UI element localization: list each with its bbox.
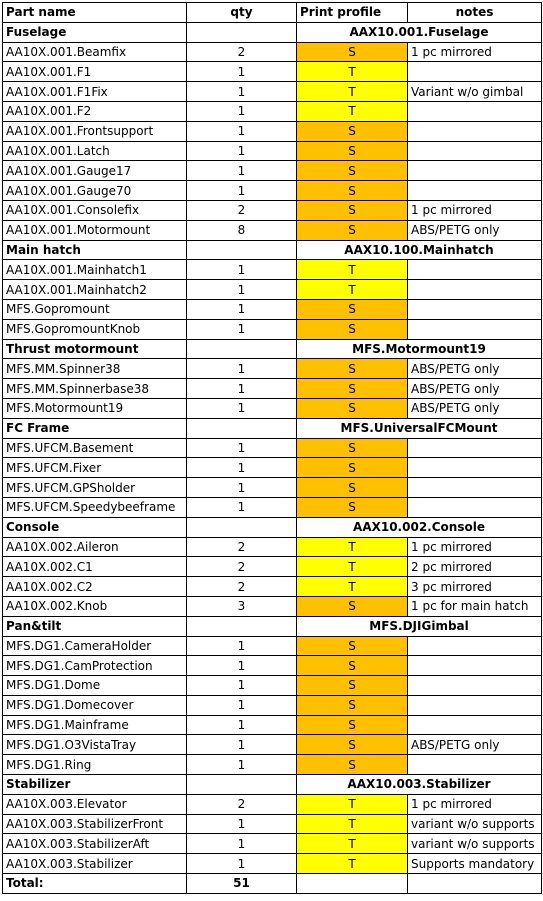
print-profile-cell: S: [297, 438, 408, 458]
group-profile-name: AAX10.003.Stabilizer: [297, 775, 542, 795]
print-profile-cell: T: [297, 577, 408, 597]
qty-cell: 1: [187, 379, 297, 399]
print-profile-cell: S: [297, 200, 408, 220]
notes-cell: [408, 478, 542, 498]
table-row: [3, 42, 542, 62]
table-row: [3, 161, 542, 181]
part-name-cell: AA10X.001.Frontsupport: [3, 121, 187, 141]
total-row: [3, 874, 542, 894]
part-name-cell: AA10X.002.Knob: [3, 596, 187, 616]
header-qty: qty: [187, 3, 297, 23]
notes-cell: [408, 299, 542, 319]
notes-cell: 1 pc mirrored: [408, 42, 542, 62]
notes-cell: [408, 636, 542, 656]
part-name-cell: MFS.UFCM.Basement: [3, 438, 187, 458]
table-row: [3, 181, 542, 201]
table-row: [3, 438, 542, 458]
part-name-cell: AA10X.003.Stabilizer: [3, 854, 187, 874]
print-profile-cell: T: [297, 280, 408, 300]
group-header-row: [3, 775, 542, 795]
part-name-cell: MFS.DG1.Ring: [3, 755, 187, 775]
part-name-cell: AA10X.002.Aileron: [3, 537, 187, 557]
part-name-cell: AA10X.001.Mainhatch2: [3, 280, 187, 300]
table-row: [3, 280, 542, 300]
print-profile-cell: T: [297, 537, 408, 557]
parts-table: [2, 2, 542, 894]
print-profile-cell: S: [297, 141, 408, 161]
group-profile-name: MFS.UniversalFCMount: [297, 418, 542, 438]
print-profile-cell: S: [297, 656, 408, 676]
table-row: [3, 636, 542, 656]
table-row: [3, 62, 542, 82]
table-row: [3, 299, 542, 319]
qty-cell: 1: [187, 854, 297, 874]
qty-cell: 1: [187, 636, 297, 656]
group-qty-empty: [187, 775, 297, 795]
group-name: Thrust motormount: [3, 339, 187, 359]
table-row: [3, 141, 542, 161]
part-name-cell: AA10X.001.Gauge17: [3, 161, 187, 181]
notes-cell: ABS/PETG only: [408, 398, 542, 418]
part-name-cell: MFS.DG1.Dome: [3, 676, 187, 696]
table-row: [3, 220, 542, 240]
group-name: Pan&tilt: [3, 616, 187, 636]
qty-cell: 8: [187, 220, 297, 240]
part-name-cell: MFS.Motormount19: [3, 398, 187, 418]
table-row: [3, 260, 542, 280]
notes-cell: [408, 676, 542, 696]
part-name-cell: MFS.MM.Spinner38: [3, 359, 187, 379]
qty-cell: 1: [187, 814, 297, 834]
group-profile-name: AAX10.002.Console: [297, 517, 542, 537]
table-row: [3, 537, 542, 557]
print-profile-cell: T: [297, 62, 408, 82]
print-profile-cell: S: [297, 161, 408, 181]
table-row: [3, 596, 542, 616]
qty-cell: 2: [187, 557, 297, 577]
table-body: [3, 22, 542, 893]
table-row: [3, 695, 542, 715]
table-row: [3, 676, 542, 696]
qty-cell: 1: [187, 359, 297, 379]
part-name-cell: AA10X.003.Elevator: [3, 794, 187, 814]
notes-cell: [408, 280, 542, 300]
qty-cell: 3: [187, 596, 297, 616]
group-qty-empty: [187, 616, 297, 636]
table-row: [3, 854, 542, 874]
print-profile-cell: T: [297, 101, 408, 121]
part-name-cell: AA10X.001.Motormount: [3, 220, 187, 240]
notes-cell: Supports mandatory: [408, 854, 542, 874]
total-qty: 51: [187, 874, 297, 894]
group-name: FC Frame: [3, 418, 187, 438]
part-name-cell: AA10X.001.Latch: [3, 141, 187, 161]
notes-cell: [408, 715, 542, 735]
qty-cell: 1: [187, 735, 297, 755]
group-header-row: [3, 22, 542, 42]
table-row: [3, 398, 542, 418]
group-profile-name: AAX10.001.Fuselage: [297, 22, 542, 42]
print-profile-cell: T: [297, 854, 408, 874]
group-qty-empty: [187, 240, 297, 260]
table-row: [3, 656, 542, 676]
group-name: Console: [3, 517, 187, 537]
print-profile-cell: S: [297, 42, 408, 62]
part-name-cell: AA10X.003.StabilizerAft: [3, 834, 187, 854]
notes-cell: Variant w/o gimbal: [408, 82, 542, 102]
group-qty-empty: [187, 339, 297, 359]
table-row: [3, 794, 542, 814]
notes-cell: [408, 755, 542, 775]
qty-cell: 2: [187, 577, 297, 597]
print-profile-cell: S: [297, 636, 408, 656]
table-row: [3, 755, 542, 775]
qty-cell: 1: [187, 497, 297, 517]
header-notes: notes: [408, 3, 542, 23]
part-name-cell: MFS.UFCM.GPSholder: [3, 478, 187, 498]
part-name-cell: MFS.UFCM.Speedybeeframe: [3, 497, 187, 517]
print-profile-cell: T: [297, 557, 408, 577]
qty-cell: 1: [187, 676, 297, 696]
print-profile-cell: T: [297, 82, 408, 102]
print-profile-cell: S: [297, 497, 408, 517]
qty-cell: 1: [187, 121, 297, 141]
part-name-cell: MFS.DG1.CameraHolder: [3, 636, 187, 656]
notes-cell: [408, 656, 542, 676]
table-row: [3, 200, 542, 220]
notes-cell: [408, 161, 542, 181]
qty-cell: 1: [187, 755, 297, 775]
print-profile-cell: S: [297, 676, 408, 696]
table-row: [3, 121, 542, 141]
notes-cell: [408, 62, 542, 82]
notes-cell: 3 pc mirrored: [408, 577, 542, 597]
notes-cell: [408, 181, 542, 201]
total-profile-empty: [297, 874, 408, 894]
part-name-cell: AA10X.001.Consolefix: [3, 200, 187, 220]
notes-cell: variant w/o supports: [408, 814, 542, 834]
header-part-name: Part name: [3, 3, 187, 23]
part-name-cell: MFS.DG1.Mainframe: [3, 715, 187, 735]
group-name: Stabilizer: [3, 775, 187, 795]
table-row: [3, 101, 542, 121]
table-row: [3, 458, 542, 478]
group-name: Fuselage: [3, 22, 187, 42]
print-profile-cell: S: [297, 596, 408, 616]
qty-cell: 1: [187, 82, 297, 102]
qty-cell: 1: [187, 280, 297, 300]
group-profile-name: AAX10.100.Mainhatch: [297, 240, 542, 260]
qty-cell: 1: [187, 319, 297, 339]
qty-cell: 2: [187, 200, 297, 220]
part-name-cell: AA10X.003.StabilizerFront: [3, 814, 187, 834]
qty-cell: 1: [187, 62, 297, 82]
print-profile-cell: S: [297, 735, 408, 755]
notes-cell: [408, 121, 542, 141]
print-profile-cell: S: [297, 121, 408, 141]
total-label: Total:: [3, 874, 187, 894]
qty-cell: 1: [187, 715, 297, 735]
notes-cell: 1 pc mirrored: [408, 794, 542, 814]
print-profile-cell: S: [297, 398, 408, 418]
group-header-row: [3, 616, 542, 636]
qty-cell: 2: [187, 42, 297, 62]
print-profile-cell: T: [297, 794, 408, 814]
qty-cell: 2: [187, 794, 297, 814]
notes-cell: [408, 260, 542, 280]
qty-cell: 1: [187, 260, 297, 280]
qty-cell: 1: [187, 181, 297, 201]
part-name-cell: MFS.DG1.CamProtection: [3, 656, 187, 676]
total-notes-empty: [408, 874, 542, 894]
qty-cell: 1: [187, 161, 297, 181]
qty-cell: 1: [187, 438, 297, 458]
table-row: [3, 478, 542, 498]
print-profile-cell: T: [297, 260, 408, 280]
notes-cell: 1 pc mirrored: [408, 200, 542, 220]
qty-cell: 1: [187, 101, 297, 121]
table-row: [3, 834, 542, 854]
notes-cell: ABS/PETG only: [408, 220, 542, 240]
part-name-cell: AA10X.002.C2: [3, 577, 187, 597]
qty-cell: 1: [187, 834, 297, 854]
header-row: [3, 3, 542, 23]
notes-cell: [408, 458, 542, 478]
part-name-cell: AA10X.001.Gauge70: [3, 181, 187, 201]
print-profile-cell: S: [297, 299, 408, 319]
group-name: Main hatch: [3, 240, 187, 260]
print-profile-cell: S: [297, 695, 408, 715]
part-name-cell: MFS.DG1.O3VistaTray: [3, 735, 187, 755]
notes-cell: 2 pc mirrored: [408, 557, 542, 577]
qty-cell: 1: [187, 458, 297, 478]
notes-cell: [408, 319, 542, 339]
table-row: [3, 557, 542, 577]
part-name-cell: AA10X.002.C1: [3, 557, 187, 577]
table-row: [3, 577, 542, 597]
notes-cell: [408, 438, 542, 458]
print-profile-cell: S: [297, 319, 408, 339]
table-row: [3, 359, 542, 379]
group-qty-empty: [187, 418, 297, 438]
qty-cell: 1: [187, 478, 297, 498]
part-name-cell: AA10X.001.F1: [3, 62, 187, 82]
print-profile-cell: T: [297, 814, 408, 834]
part-name-cell: MFS.DG1.Domecover: [3, 695, 187, 715]
print-profile-cell: S: [297, 478, 408, 498]
notes-cell: ABS/PETG only: [408, 735, 542, 755]
notes-cell: 1 pc mirrored: [408, 537, 542, 557]
group-header-row: [3, 339, 542, 359]
notes-cell: variant w/o supports: [408, 834, 542, 854]
notes-cell: [408, 695, 542, 715]
group-header-row: [3, 240, 542, 260]
group-header-row: [3, 517, 542, 537]
notes-cell: 1 pc for main hatch: [408, 596, 542, 616]
print-profile-cell: S: [297, 220, 408, 240]
part-name-cell: MFS.GopromountKnob: [3, 319, 187, 339]
group-header-row: [3, 418, 542, 438]
table-row: [3, 814, 542, 834]
print-profile-cell: S: [297, 755, 408, 775]
part-name-cell: AA10X.001.Mainhatch1: [3, 260, 187, 280]
qty-cell: 1: [187, 299, 297, 319]
notes-cell: [408, 101, 542, 121]
group-profile-name: MFS.DJIGimbal: [297, 616, 542, 636]
table-row: [3, 715, 542, 735]
print-profile-cell: S: [297, 458, 408, 478]
print-profile-cell: S: [297, 181, 408, 201]
part-name-cell: AA10X.001.F1Fix: [3, 82, 187, 102]
part-name-cell: MFS.MM.Spinnerbase38: [3, 379, 187, 399]
group-profile-name: MFS.Motormount19: [297, 339, 542, 359]
table-row: [3, 319, 542, 339]
group-qty-empty: [187, 22, 297, 42]
notes-cell: [408, 497, 542, 517]
qty-cell: 1: [187, 398, 297, 418]
part-name-cell: MFS.UFCM.Fixer: [3, 458, 187, 478]
qty-cell: 2: [187, 537, 297, 557]
group-qty-empty: [187, 517, 297, 537]
qty-cell: 1: [187, 656, 297, 676]
table-row: [3, 82, 542, 102]
qty-cell: 1: [187, 695, 297, 715]
part-name-cell: AA10X.001.Beamfix: [3, 42, 187, 62]
table-row: [3, 497, 542, 517]
print-profile-cell: S: [297, 379, 408, 399]
part-name-cell: AA10X.001.F2: [3, 101, 187, 121]
print-profile-cell: S: [297, 359, 408, 379]
notes-cell: [408, 141, 542, 161]
notes-cell: ABS/PETG only: [408, 359, 542, 379]
table-row: [3, 379, 542, 399]
part-name-cell: MFS.Gopromount: [3, 299, 187, 319]
print-profile-cell: S: [297, 715, 408, 735]
print-profile-cell: T: [297, 834, 408, 854]
qty-cell: 1: [187, 141, 297, 161]
table-row: [3, 735, 542, 755]
header-print-profile: Print profile: [297, 3, 408, 23]
notes-cell: ABS/PETG only: [408, 379, 542, 399]
